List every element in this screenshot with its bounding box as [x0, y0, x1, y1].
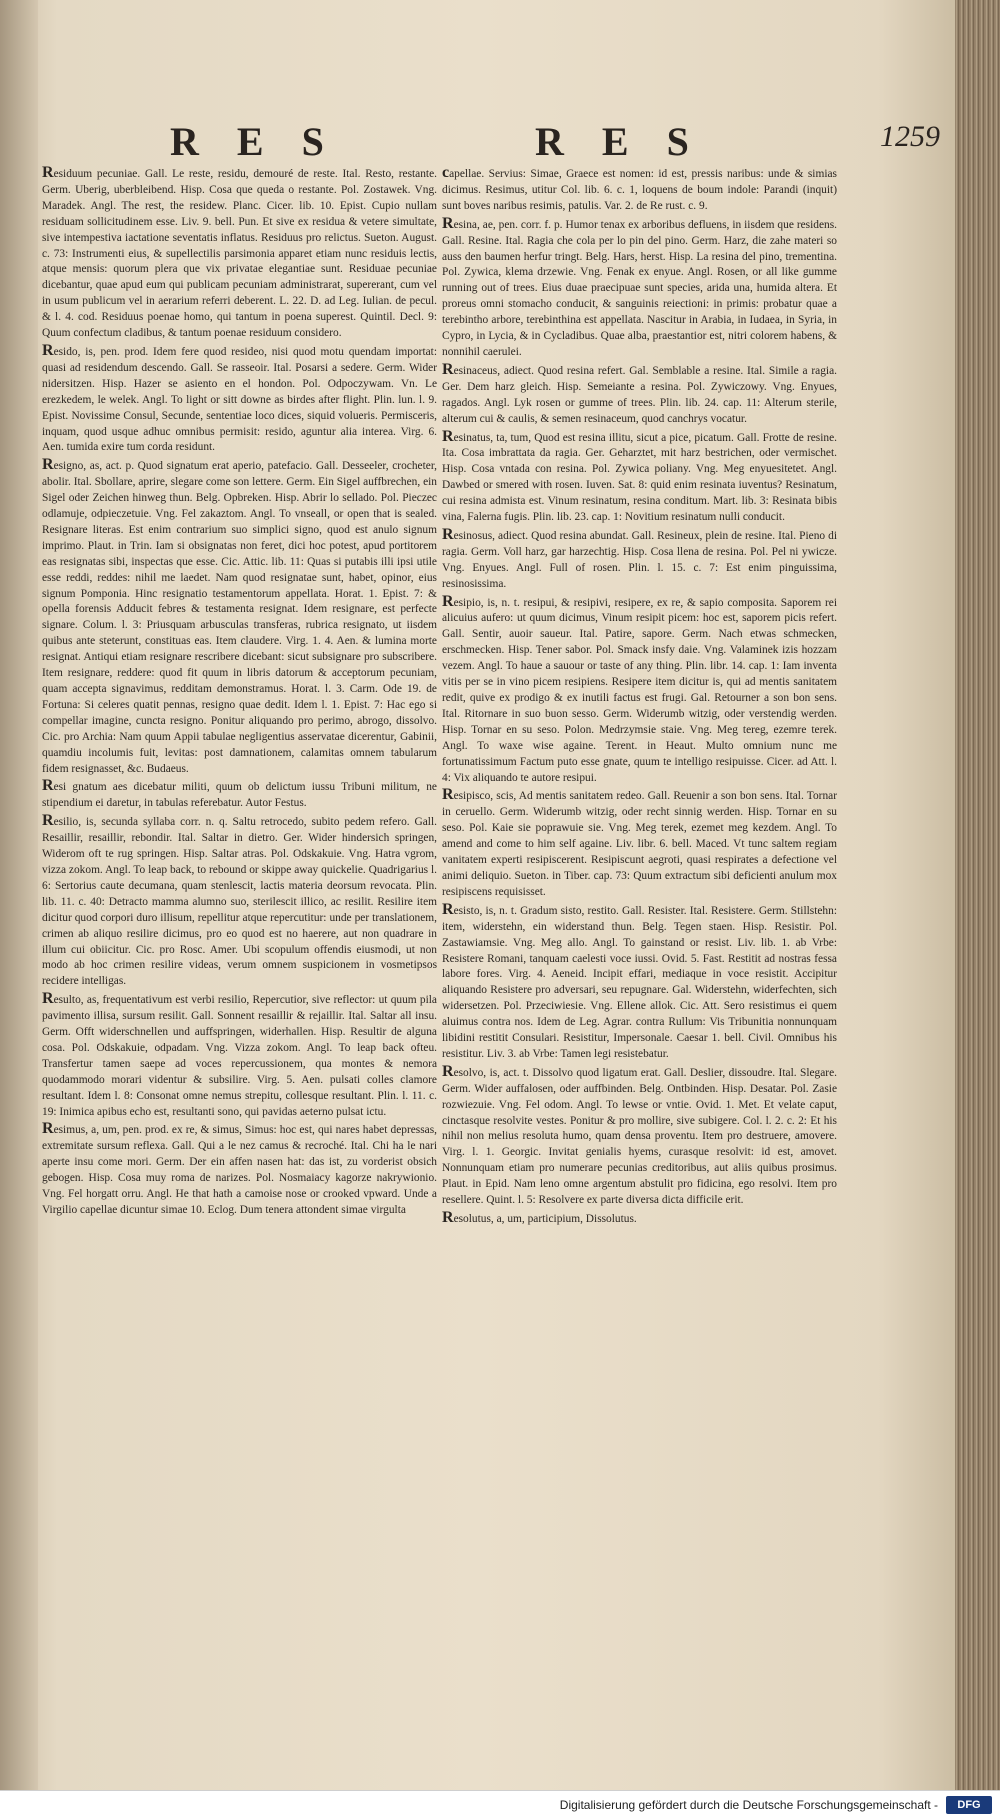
entry-resinosus: Resinosus, adiect. Quod resina abundat. Gall. Resineux, plein de resine. Ital. Pieno di ragia. Germ. Voll harz, gar harzechtig. Hisp. Cosa llena de resina. Pol. Pel ni ywicze. Vng. Enyues. Angl. Full of rosen. Plin. l. 15. c. 7: Est enim pinguissima, resinosissima. — [442, 525, 837, 590]
page-number: 1259 — [880, 120, 940, 153]
entry-resisto: Resisto, is, n. t. Gradum sisto, restito. Gall. Resister. Ital. Resistere. Germ. Stillstehn: item, widerstehn, ein widerstand thun. Belg. Tegen staen. Hisp. Resistir. Pol. Zastawiamsie. Vng. Meg allo. Angl. To gainstand or resist. Liv. lib. 1. ab Vrbe: Resistere Romani, tanquam caelesti voce iussi. Ovid. 5. Fast. Restitit ad nostras fessa labore fores. Virg. 4. Aeneid. Incipit effari, mediaque in voce resistit. Accipitur aliquando Resistere pro adversari, seu repugnare. Gal. Widerstehn, widerfechten, sich widersetzen. Pol. Przeciwiesie. Vng. Ellene allok. Cic. Att. Sero resistimus ei quem aluimus contra nos. Idem de Leg. Agrar. contra Rullum: Vis Tribunitia nonnunquam libidini restitit Consulari. Resistitur, Impersonale. Caesar 1. bell. Civil. Omnibus his resistitur. Liv. 3. ab Vrbe: Tamen legi resistebatur. — [442, 900, 837, 1060]
funding-notice: Digitalisierung gefördert durch die Deutsche Forschungsgemeinschaft - — [559, 1798, 938, 1812]
entry-resido: Resido, is, pen. prod. Idem fere quod resideo, nisi quod motu quendam importat: quasi ad residendum descendo. Gall. Se rasseoir. Ital. Posarsi a sedere. Germ. Wider nidersitzen. Hisp. Hazer se asiento en el hondon. Pol. Odpoczywam. Vn. Le erezkedem, le welek. Angl. To light or sitt downe as birdes after flight. Plin. lun. l. 9. Epist. Novissime Consul, Secunde, sententiae loco dices, siquid volueris. Permisceris, inquam, quod usque adhuc omnibus permisit: resido, aguntur alia interea. Virg. 6. Aen. tumida exire tum corda residunt. — [42, 341, 437, 454]
entry-resinaceus: Resinaceus, adiect. Quod resina refert. Gal. Semblable a resine. Ital. Simile a ragia. Ger. Dem harz gleich. Hisp. Semeiante a resina. Pol. Zywiczowy. Vng. Enyues, ragados. Angl. Lyk rosen or gumme of trees. Plin. lib. 24. cap. 11: Alterum sterile, alterum cui & caulis, & semen resinaceum, quod canchrys vocatur. — [442, 360, 837, 425]
running-head-right: R E S — [535, 119, 703, 164]
dfg-logo: DFG — [946, 1796, 992, 1814]
entry-resina: Resina, ae, pen. corr. f. p. Humor tenax ex arboribus defluens, in iisdem que residens. Gall. Resine. Ital. Ragia che cola per lo pin del pino. Germ. Harz, die zahe materi so auss den baumen herfur tringt. Belg. Hars, herst. Hisp. La resina del pino, trementina. Pol. Zywica, klema drzewie. Vng. Fenak ex enyue. Angl. Rosen, or all like gumme running out of trees. Eius duae praecipuae sunt species, arida una, humida altera. Et proreus omni stomacho conducit, & sanguinis reiectioni: in primis: probatur quae a terebintho arbore, terebinthina est appellata. Nascitur in Arabia, in Iudaea, in Syria, in Cypro, in Lycia, & in Cycladibus. Quae alba, praestantior est, nitri colorem habens, & nonnihil caerulei. — [442, 214, 837, 358]
entry-resilio: Resilio, is, secunda syllaba corr. n. q. Saltu retrocedo, subito pedem refero. Gall. Resaillir, resaillir, rebondir. Ital. Saltar in dietro. Ger. Wider hindersich springen, Widerom oft te rug springen. Hisp. Saltar atras. Pol. Odskakuie. Vng. Hatra vgrom, vizza zokom. Angl. To leap back, to rebound or skippe away quickelie. Quadrigarius l. 6: Sertorius caute decumana, quam stenlescit, lactis materia deorsum revocata. Plin. lib. 11. c. 40: Detracto mamma alumno suo, sterilescit illico, ac resilit. Resilire item dicitur quod corpori duro illisum, repellitur atque repercutitur: unde per translationem, crimen ab aliquo resilire dicimus, pro eo quod est no haerere, aut non quadrare in illum cui obiicitur. Cic. pro Rosc. Amer. Ubi scopulum offendis eiusmodi, ut non modo ab hoc crimen resilire videas, verum omnem suspicionem in vosmetipsos recidere intelligas. — [42, 812, 437, 988]
entry-resolutus: Resolutus, a, um, participium, Dissolutus. — [442, 1209, 637, 1226]
left-column — [42, 165, 437, 1735]
entry-resolvo: Resolvo, is, act. t. Dissolvo quod ligatum erat. Gall. Deslier, dissoudre. Ital. Slegare. Germ. Wider auffalosen, oder auffbinden. Belg. Ontbinden. Hisp. Desatar. Pol. Zasie rozwiezuie. Vng. Fel odom. Angl. To lewse or vntie. Ovid. 1. Met. Et velate caput, cinctasque resolvite vestes. Ponitur & pro mollire, sive subigere. Col. l. 2. c. 2: Et his nihil non melius resoluta humo, quam densa proventu. Item pro destruere, amovere. Virg. l. 1. Georgic. Invitat genialis hyems, curasque resolvit: id est, amovet. Nonnunquam etiam pro numerare pecunias creditoribus, aut aliis quibus prosimus. Plaut. in Epid. Nam leno omne argentum abstulit pro fidicina, ego resolvi. Item pro resellere. Quint. l. 5: Resolvere ex parte diversa dicta difficile erit. — [442, 1062, 837, 1207]
entry-resipio: Resipio, is, n. t. resipui, & resipivi, resipere, ex re, & sapio composita. Saporem rei alicuius aufero: ut quum dicimus, Vinum resipit picem: hoc est, saporem picis refert. Gall. Sentir, auoir saueur. Ital. Patire, sapore. Germ. Nach etwas schmecken, erschmecken. Hisp. Tener sabor. Pol. Smack insfy daie. Vng. Valaminek izis hozzam vezem. Angl. To haue a sauour or taste of any thing. Plin. libr. 14. cap. 1: Iam inventa vitis per se in vino picem resipiens. Resipere item dicitur is, qui ad mentis sanitatem redit, quive ex prodigo & ex inutili factus est frugi. Gal. Retourner a son bon sens. Ital. Ritornare in suo buon sesso. Germ. Widerumb witzig, oder verstendig werden. Hisp. Tornar en su seso. Polon. Medrzymsie staie. Vng. Meg tereg, ezemre terek. Angl. To waxe wise againe. Terent. in Heaut. Multo omnium nunc me fortunatissimum Factum puto esse gnate, quum te intelligo resipuisse. Cicer. ad Att. l. 4: Vix aliquando te autore resipui. — [442, 592, 837, 784]
entry-resimus-cont: capellae. Servius: Simae, Graece est nomen: id est, pressis naribus: unde & simias dicimus. Resimus, utitur Col. lib. 6. c. 1, loquens de boum indole: Parandi (inquit) sunt boves naribus resimis, patulis. Var. 2. de Re rust. c. 9. — [442, 165, 837, 212]
page-gutter — [0, 0, 38, 1790]
entry-resigno: Resigno, as, act. p. Quod signatum erat aperio, patefacio. Gall. Desseeler, crocheter, abolir. Ital. Sbollare, aprire, slegare come son lettere. Germ. Ein Sigel auffbrechen, ein Sigel oder Zeichen hinweg thun. Belg. Opbreken. Hisp. Abrir lo sellado. Pol. Pieczec odlamuje, odpieczetuie. Vng. Fel zakaztom. Angl. To vnseall, or open that is sealed. Resignare literas. Est enim contrarium suo simplici signo, quod est anulo signum imprimo. Plaut. in Trin. Iam si obsignatas non feret, dici hoc potest, apud portitorem eas resignatas sibi, inspectas que esse. Cic. Attic. lib. 11: Quas si putabis illi ipsi utile esse reddi, reddes: nihil me laedet. Nam quod resignatae sunt, habet, opinor, eius signum Pomponia. Hinc resignatio testamentorum appellata. Horat. 1. Epist. 7: & opella forensis Adducit febres & testamenta resignat. Idem resignare, est perfecte signare. Colum. l. 3: Priusquam arbusculas transferas, rubrica resignato, ut iisdem quibus ante steterunt, constituas eas. Item claudere. Virg. 1. 4. Aen. & lumina morte resignat. Antiqui etiam resignare rescribere dicebant: sicut subsignare pro subscribere. Item resignare, reddere: quod fit quum in libris datorum & acceptorum pecuniam, quam accepta signavimus, redditam demonstramus. Horat. l. 3. Carm. Ode 19. de Fortuna: Si celeres quatit pennas, resigno quae dedit. Idem l. 1. Epist. 7: Hac ego si compellar imagine, cuncta resigno. Ponitur aliquando pro perimo, abrogo, dissolvo. Cic. pro Archia: Nam quum Appii tabulae negligentius asservatae dicerentur, Gabinii, quamdiu incolumis fuit, levitas: post damnationem, calamitas omnem tabularum fidem resignasset, &c. Budaeus. — [42, 456, 437, 775]
digitization-footer — [0, 1790, 1000, 1820]
book-page-edges — [955, 0, 1000, 1790]
running-head-left: R E S — [170, 119, 338, 164]
entry-resinatus: Resinatus, ta, tum, Quod est resina illitu, sicut a pice, picatum. Gall. Frotte de resine. Ita. Cosa imbrattata da ragia. Ger. Geharztet, mit harz bestrichen, oder vermischet. Hisp. Cosa vntada con resina. Pol. Zywica poliany. Vng. Meg enyuesitetet. Angl. Dawbed or smered with rosen. Iuven. Sat. 8: quid enim resinata iuventus? Resinatum, cui resina admista est. Vinum resinatum, resina conditum. Mart. lib. 3: Resinata bibis vina, Falerna fugis. Plin. lib. 23. cap. 1: Novitium resinatum nulli conducit. — [442, 427, 837, 524]
entry-resipisco: Resipisco, scis, Ad mentis sanitatem redeo. Gall. Reuenir a son bon sens. Ital. Tornar in ceruello. Germ. Widerumb witzig, oder recht sinnig werden. Hisp. Tornar en su seso. Pol. Kaie sie poprawuie sie. Vng. Meg terek, ezemet meg kezdem. Angl. To amend and come to him self againe. Liv. libr. 6. bell. Maced. Vt tunc saltem regiam vanitatem experti resipiscerent. Resipiscunt aegroti, quasi respirates a defectione vel animi deliquio. Sueton. in Tiber. cap. 73: Quum extractum sibi deficienti anulum mox resipiscens requisisset. — [442, 786, 837, 898]
entry-resimus: Resimus, a, um, pen. prod. ex re, & simus, Simus: hoc est, qui nares habet depressas, extremitate sursum reflexa. Gall. Qui a le nez camus & recroché. Ital. Chi ha le nari aperte insu come mori. Germ. Der ein affen nasen hat: das ist, zu vorderist obsich gebogen. Hisp. Cosa muy roma de narizes. Pol. Nosmaiacy kagorze nakrywionio. Vng. Fel horgatt orru. Angl. He that hath a camoise nose or crooked vpward. Unde a Virgilio capellae dicuntur simae 10. Eclog. Dum tenera attondent simae virgulta — [42, 1120, 437, 1216]
entry-resignatum: Resi gnatum aes dicebatur militi, quum ob delictum iussu Tribuni militum, ne stipendium ei daretur, in tabulas referebatur. Autor Festus. — [42, 777, 437, 810]
right-column — [442, 165, 837, 1735]
entry-residuus: Residuum pecuniae. Gall. Le reste, residu, demouré de reste. Ital. Resto, restante. Germ. Uberig, uberbleibend. Hisp. Cosa que queda o restante. Pol. Zostawek. Vng. Maradek. Angl. The rest, the residew. Planc. Cicer. lib. 10. Epist. Cupio nullam residuam sollicitudinem esse. Liv. 9. bell. Pun. Et sive ex residua & vetere simultate, sive intempestiva iactatione seventatis inflatus. Residuus pro relictus. Sueton. August. c. 73: Instrumenti eius, & supellectilis parsimonia apparet etiam nunc residuis lectis, atque mensis: quorum plera que vix privatae elegantiae sunt. Residuae pecuniae dicebantur, quae apud eum qui publicam pecuniam administrarat, supererant, cum vel in usum publicum vel in aerarium referri deberent. L. 22. D. ad Leg. Iulian. de pecul. & l. 4. cod. Residuus poenae homo, qui tantum in poena superest. Quintil. Decl. 9: Quum confectum cladibus, & tantum poenae residuum considero. — [42, 165, 437, 340]
entry-resulto: Resulto, as, frequentativum est verbi resilio, Repercutior, sive reflector: ut quum pila pavimento illisa, sursum resilit. Gall. Sonnent resaillir & rejaillir. Ital. Saltar all insu. Germ. Offt widerschnellen und auffspringen, widerhallen. Hisp. Resultir de alguna cosa. Pol. Odskakuie, odpadam. Vng. Vizza zokom. Angl. To leap back ofteu. Transfertur tamen saepe ad voces repercussionem, qua montes & nemora quodammodo morari videntur & subsilire. Virg. 5. Aen. pulsati colles clamore resultant. Idem l. 8: Consonat omne nemus strepitu, collesque resultant. Plin. l. 11. c. 19: Inimica apibus echo est, resultanti sono, qui pavidas aeterno pulsat ictu. — [42, 990, 437, 1118]
